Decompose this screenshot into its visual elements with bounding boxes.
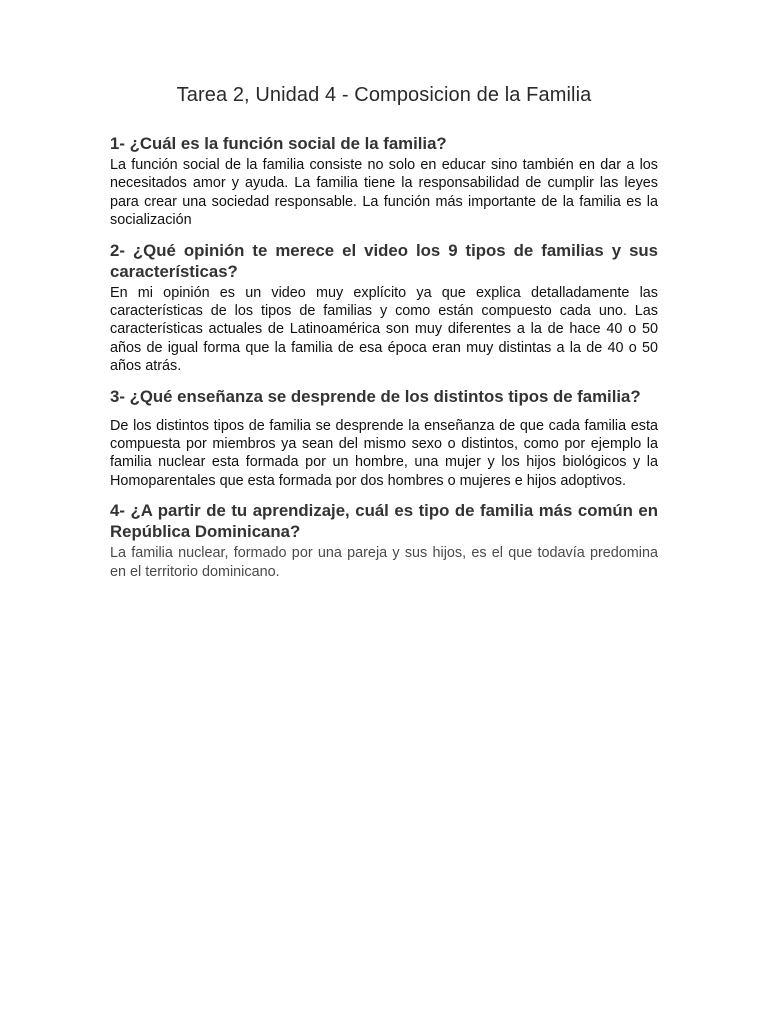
answer-2: En mi opinión es un video muy explícito ya que explica detalladamente las características de los tipos de familias y como están compuesto cada uno. Las características actuales de Latinoamérica son muy diferentes a la de hace 40 o 50 años de igual forma que la familia de esa época eran muy distintas a la de 40 o 50 años atrás. xyxy=(110,284,658,375)
section-2 xyxy=(110,240,658,376)
question-2: 2- ¿Qué opinión te merece el video los 9 tipos de familias y sus características? xyxy=(110,240,658,281)
answer-4: La familia nuclear, formado por una pareja y sus hijos, es el que todavía predomina en el territorio dominicano. xyxy=(110,545,658,580)
section-4 xyxy=(110,500,658,581)
question-4: 4- ¿A partir de tu aprendizaje, cuál es tipo de familia más común en República Dominicana? xyxy=(110,501,658,542)
answer-1: La función social de la familia consiste no solo en educar sino también en dar a los necesitados amor y ayuda. La familia tiene la responsabilidad de cumplir las leyes para crear una sociedad responsable. La función más importante de la familia es la socialización xyxy=(110,157,658,229)
answer-3: De los distintos tipos de familia se desprende la enseñanza de que cada familia esta compuesta por miembros ya sean del mismo sexo o distintos, como por ejemplo la familia nuclear esta formada por un hombre, una mujer y los hijos biológicos y la Homoparentales que esta formada por dos hombres o mujeres e hijos adoptivos. xyxy=(110,417,658,489)
question-1: 1- ¿Cuál es la función social de la familia? xyxy=(110,134,447,153)
document-title: Tarea 2, Unidad 4 - Composicion de la Familia xyxy=(176,84,592,106)
question-3: 3- ¿Qué enseñanza se desprende de los distintos tipos de familia? xyxy=(110,386,641,406)
section-1 xyxy=(110,133,658,230)
section-3 xyxy=(110,386,658,491)
